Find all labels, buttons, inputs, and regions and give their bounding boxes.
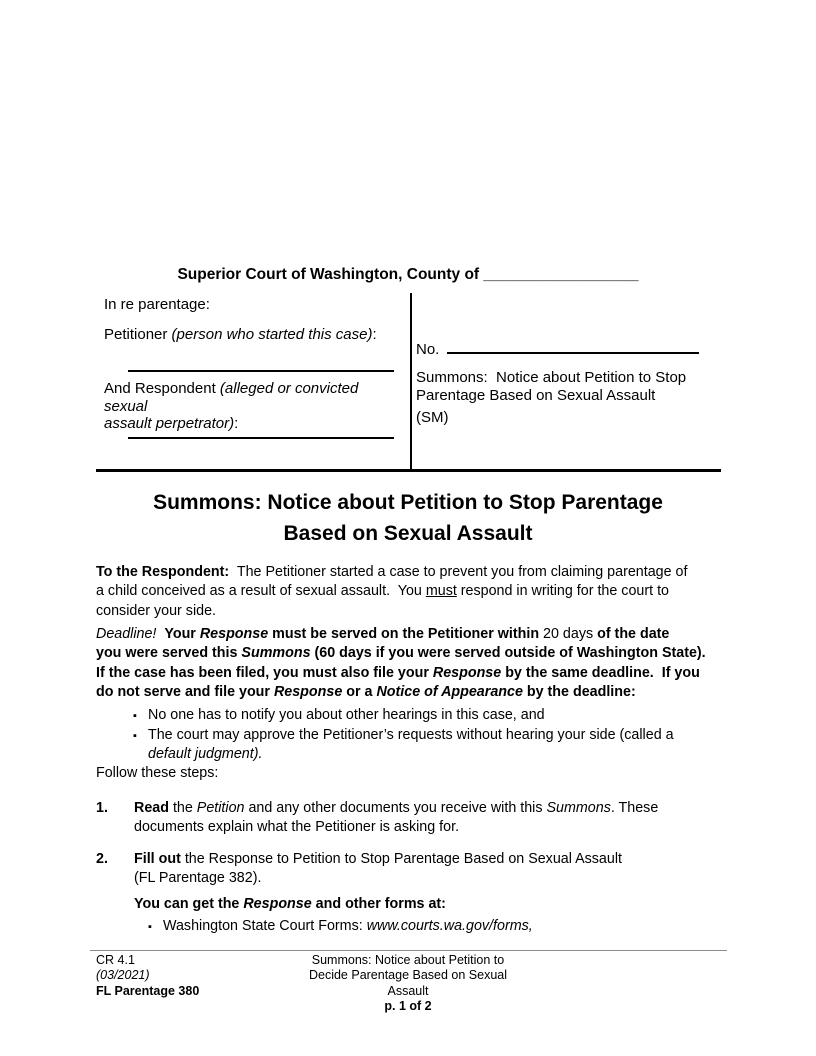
step-number: 1.: [96, 800, 108, 816]
case-number-label: No.: [416, 341, 440, 358]
case-number-line: [416, 339, 714, 359]
list-item: [133, 726, 728, 765]
footer-form-info: CR 4.1 (03/2021) FL Parentage 380: [96, 953, 200, 998]
case-number-blank: [447, 339, 699, 354]
footer-document-title: Summons: Notice about Petition to Decide Parentage Based on Sexual Assault p. 1 of 2: [308, 953, 508, 1013]
respondent-label: And Respondent (alleged or convicted sexual assault perpetrator):: [104, 380, 363, 432]
caption-form-code: (SM): [416, 409, 449, 426]
bullet-text: The court may approve the Petitioner’s requests without hearing your side (called a default judgment).: [148, 727, 674, 763]
petitioner-label: Petitioner (person who started this case):: [104, 326, 377, 343]
footer-divider: [90, 950, 727, 951]
step-text: Fill out the Response to Petition to Stop Parentage Based on Sexual Assault (FL Parentage 382).: [134, 851, 622, 887]
get-response-subheading: You can get the Response and other forms at:: [134, 896, 446, 912]
in-re-line: In re parentage:: [104, 296, 210, 313]
bullet-text: Washington State Court Forms: www.courts.wa.gov/forms,: [163, 918, 533, 934]
list-item: [133, 706, 728, 725]
bullet-text: No one has to notify you about other hearings in this case, and: [148, 707, 545, 723]
case-caption-box: [96, 293, 721, 472]
step-number: 2.: [96, 851, 108, 867]
square-bullet-icon: ▪: [133, 730, 137, 742]
respondent-name-blank: [128, 436, 394, 439]
court-heading: Superior Court of Washington, County of __________________: [177, 266, 639, 283]
list-item: [148, 917, 723, 936]
paragraph-deadline: Deadline! Your Response must be served on the Petitioner within 20 days of the date you were served this Summons (60 days if you were served outside of Washington State). If the case has been filed, you must also file your Response by the same deadline. If you do not serve and file your Response or a Notice of Appearance by the deadline:: [96, 626, 706, 700]
page-title: Summons: Notice about Petition to Stop Parentage Based on Sexual Assault: [153, 491, 663, 545]
caption-case-title: Summons: Notice about Petition to Stop Parentage Based on Sexual Assault: [416, 369, 687, 404]
petitioner-name-blank: [128, 369, 394, 372]
follow-steps-line: Follow these steps:: [96, 765, 219, 781]
square-bullet-icon: ▪: [148, 921, 152, 933]
square-bullet-icon: ▪: [133, 710, 137, 722]
step-text: Read the Petition and any other documents you receive with this Summons. These documents explain what the Petitioner is asking for.: [134, 800, 659, 836]
paragraph-to-respondent: To the Respondent: The Petitioner started a case to prevent you from claiming parentage of a child conceived as a result of sexual assault. You must respond in writing for the court to consider your side.: [96, 564, 688, 619]
caption-divider: [410, 293, 412, 469]
